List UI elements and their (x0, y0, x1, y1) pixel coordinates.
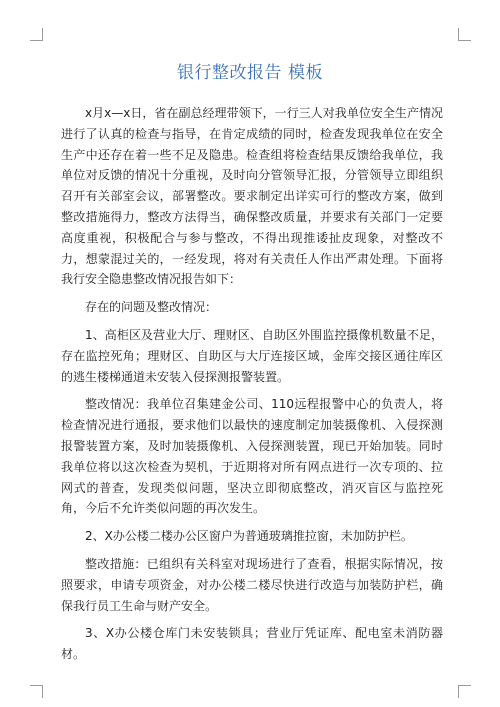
crop-mark-top-left (30, 28, 43, 41)
issue-2-rectification-paragraph: 整改措施：已组织有关科室对现场进行了查看，根据实际情况，按照要求，申请专项资金，对办公楼二楼尽快进行改造与加装防护栏，确保我行员工生命与财产安全。 (61, 556, 443, 613)
issue-1-rectification-paragraph: 整改情况：我单位召集建金公司、110远程报警中心的负责人，将检查情况进行通报，要求他们以最快的速度制定加装摄像机、入侵探测报警装置方案，及时加装摄像机、入侵探测装置，现已开始加装。同时我单位将以这次检查为契机，于近期将对所有网点进行一次专项的、拉网式的普查，发现类似问题，坚决立即彻底整改，消灭盲区与监控死角，今后不允许类似问题的再次发生。 (61, 397, 443, 516)
issue-3-paragraph: 3、X办公楼仓库门未安装锁具；营业厅凭证库、配电室未消防器材。 (61, 626, 443, 662)
crop-mark-bottom-left (30, 685, 43, 698)
crop-mark-top-right (458, 28, 471, 41)
issue-1-paragraph: 1、高柜区及营业大厅、理财区、自助区外围监控摄像机数量不足，存在监控死角；理财区、自助区与大厅连接区域，金库交接区通往库区的逃生楼梯通道未安装入侵探测报警装置。 (61, 327, 443, 384)
document-title: 银行整改报告 模板 (177, 63, 323, 83)
issues-heading: 存在的问题及整改情况： (85, 300, 218, 315)
document-body (61, 103, 443, 672)
issue-2-paragraph: 2、X办公楼二楼办公区窗户为普通玻璃推拉窗，未加防护栏。 (85, 529, 413, 544)
intro-paragraph: x月x—x日，省在副总经理带领下，一行三人对我单位安全生产情况进行了认真的检查与指导，在肯定成绩的同时，检查发现我单位在安全生产中还存在着一些不足及隐患。检查组将检查结果反馈给我单位，我单位对反馈的情况十分重视，及时向分管领导汇报，分管领导立即组织召开有关部室会议，部署整改。要求制定出详实可行的整改方案，做到整改措施得力，整改方法得当，确保整改质量，并要求有关部门一定要高度重视，积极配合与参与整改，不得出现推诿扯皮现象，对整改不力，想蒙混过关的，一经发现，将对有关责任人作出严肃处理。下面将我行安全隐患整改情况报告如下： (61, 106, 443, 287)
crop-mark-bottom-right (458, 685, 471, 698)
